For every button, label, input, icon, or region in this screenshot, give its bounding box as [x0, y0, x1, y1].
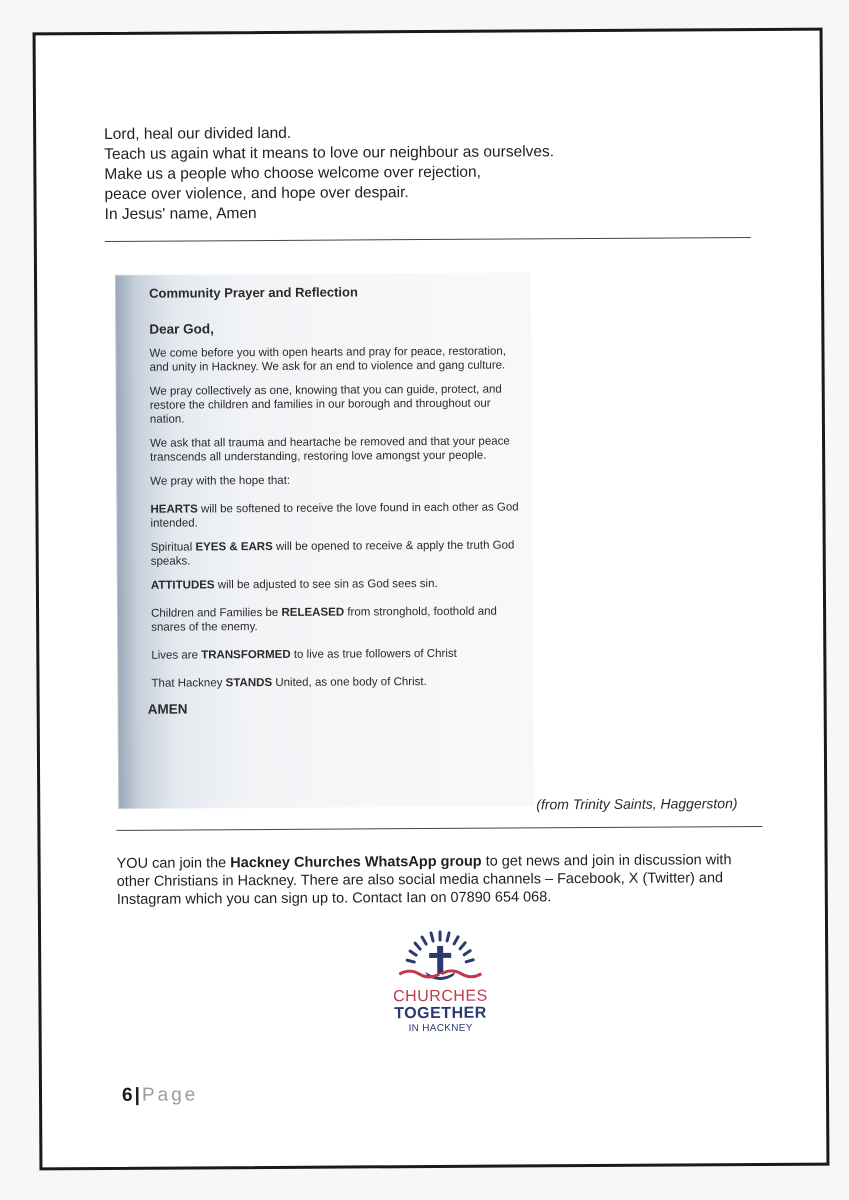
prayer-paragraph: We come before you with open hearts and pray for peace, restoration, and unity in Hackney. We ask for an end to violence and gang culture.: [149, 345, 507, 374]
page-number: 6: [121, 1084, 133, 1106]
divider: [105, 237, 751, 242]
prayer-line: Teach us again what it means to love our neighbour as ourselves.: [104, 143, 555, 163]
prayer-line: In Jesus' name, Amen: [104, 205, 257, 223]
churches-together-logo: [385, 928, 496, 1039]
community-prayer-scan: [115, 272, 534, 809]
attribution: (from Trinity Saints, Haggerston): [536, 795, 738, 813]
hope-item: HEARTS will be softened to receive the love found in each other as God intended.: [150, 501, 519, 530]
prayer-paragraph: We ask that all trauma and heartache be removed and that your peace transcends all understanding, restoring love amongst your people.: [150, 435, 510, 464]
page-label: Page: [141, 1084, 199, 1106]
page-frame: [33, 28, 830, 1171]
prayer-paragraph: We pray collectively as one, knowing that you can guide, protect, and restore the children and families in our borough and throughout our nation.: [149, 383, 502, 426]
prayer-line: Make us a people who choose welcome over rejection,: [104, 163, 481, 183]
hope-item: Lives are TRANSFORMED to live as true followers of Christ: [151, 647, 457, 662]
cross-on-waves-logo-icon: [385, 928, 495, 989]
prayer-paragraph: We pray with the hope that:: [150, 474, 291, 488]
hope-item: Spiritual EYES & EARS will be opened to receive & apply the truth God speaks.: [150, 539, 515, 568]
logo-line-churches: CHURCHES: [393, 987, 488, 1006]
page-footer: [122, 1084, 198, 1106]
whatsapp-notice: YOU can join the Hackney Churches WhatsApp group to get news and join in discussion with other Christians in Hackney. There are also social media channels – Facebook, X (Twitter) and Instagram which you can sign up to. Contact Ian on 07890 654 068.: [116, 852, 732, 908]
whatsapp-group-name: Hackney Churches WhatsApp group: [230, 853, 482, 872]
prayer-amen: AMEN: [147, 701, 188, 717]
logo-line-together: TOGETHER: [394, 1004, 487, 1023]
hope-item: Children and Families be RELEASED from stronghold, foothold and snares of the enemy.: [151, 605, 497, 634]
prayer-line: peace over violence, and hope over despair.: [104, 184, 409, 203]
hope-item: ATTITUDES will be adjusted to see sin as God sees sin.: [150, 577, 438, 592]
hope-item: That Hackney STANDS United, as one body of Christ.: [151, 676, 427, 690]
community-prayer-title: Community Prayer and Reflection: [149, 284, 358, 301]
page-separator: |: [134, 1084, 140, 1106]
opening-prayer: [104, 122, 665, 225]
logo-line-in-hackney: IN HACKNEY: [408, 1022, 473, 1035]
prayer-greeting: Dear God,: [149, 321, 214, 337]
prayer-line: Lord, heal our divided land.: [104, 124, 292, 143]
divider: [116, 826, 762, 831]
